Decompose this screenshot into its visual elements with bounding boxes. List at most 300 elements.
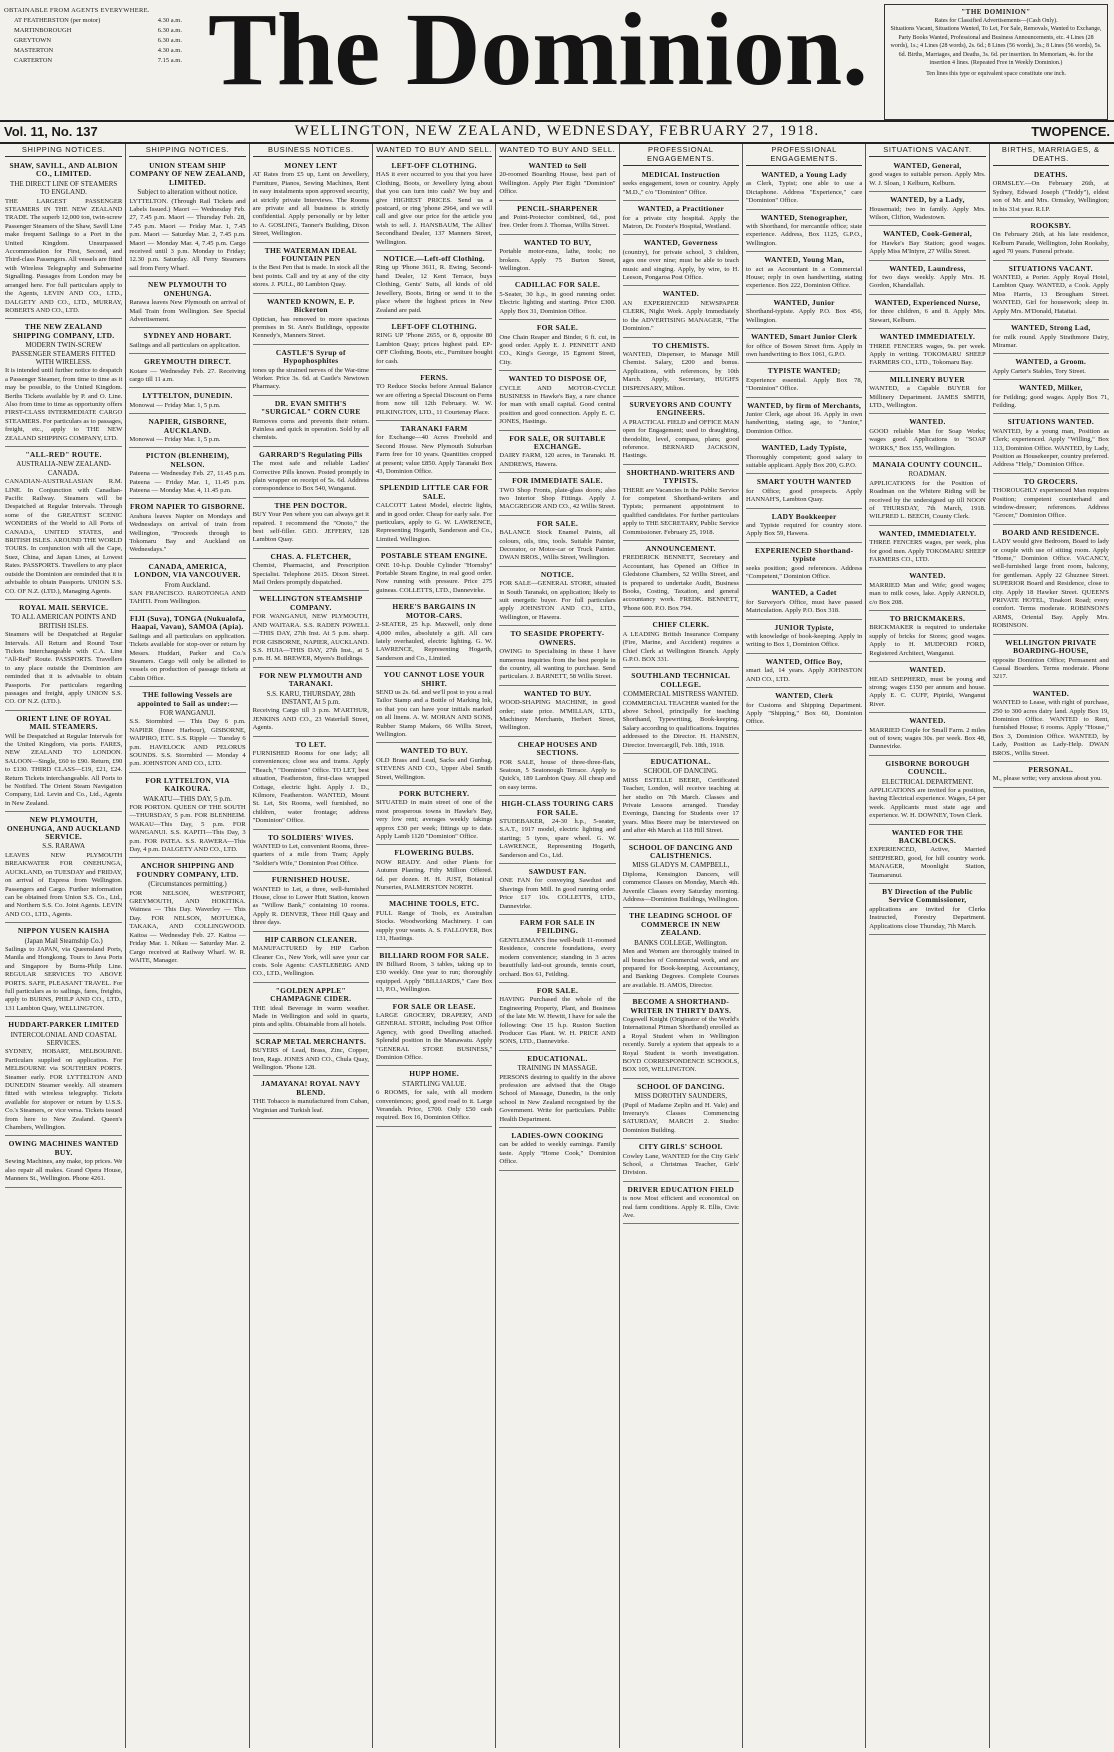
column-heading: PROFESSIONAL ENGAGEMENTS.	[746, 144, 862, 166]
advertisement	[746, 254, 862, 295]
mail-row: GREYTOWN 6.30 a.m.	[14, 37, 182, 44]
ad-heading: SCRAP METAL MERCHANTS.	[255, 1036, 367, 1046]
ad-subheading: SCHOOL OF DANCING.	[643, 767, 718, 776]
ad-heading: WANTED.	[1032, 688, 1069, 698]
column-9	[989, 144, 1112, 1748]
advertisement	[623, 340, 739, 397]
advertisement	[869, 416, 985, 457]
ad-heading: TO SEASIDE PROPERTY-OWNERS.	[510, 629, 605, 647]
ad-heading: SCHOOL OF DANCING AND CALISTHENICS.	[628, 842, 733, 861]
ad-heading: NAPIER, GISBORNE, AUCKLAND.	[148, 417, 227, 435]
ad-heading: TO SOLDIERS' WIVES.	[267, 832, 354, 842]
ad-body: RING UP 'Phone 2655, or 8, opposite 80 Lambton Quay; prices highest paid. EP-OFF Clothing, Boots, etc., Furniture bought for cash.	[375, 332, 493, 365]
ad-body: DAIRY FARM, 120 acres, in Taranaki. H. ANDREWS, Hawera.	[499, 452, 616, 468]
ad-heading: TYPISTE WANTED;	[767, 366, 841, 376]
ad-heading: BECOME A SHORTHAND-WRITER IN THIRTY DAYS.	[630, 997, 732, 1015]
ad-heading: JUNIOR Typiste,	[774, 622, 834, 632]
advertisement	[746, 476, 862, 508]
ad-heading: GREYMOUTH DIRECT.	[143, 357, 232, 367]
advertisement	[253, 739, 369, 830]
ad-subheading: BANKS COLLEGE, Wellington.	[634, 938, 728, 947]
advertisement	[499, 322, 615, 371]
column-heading: SHIPPING NOTICES.	[129, 144, 245, 157]
advertisement	[129, 450, 245, 499]
ad-heading: WANTED TO BUY.	[400, 746, 468, 756]
ad-heading: FLOWERING BULBS.	[394, 848, 474, 858]
advertisement	[499, 1053, 615, 1128]
advertisement	[746, 442, 862, 474]
ad-heading: TO GROCERS.	[1023, 476, 1078, 486]
ad-body: for milk round. Apply Strathmore Dairy, Miramar.	[992, 333, 1109, 349]
advertisement	[499, 569, 615, 626]
ad-heading: WANTED, Milker,	[1019, 383, 1083, 393]
ad-subheading: TO ALL AMERICAN POINTS AND BRITISH ISLES.	[10, 613, 117, 630]
advertisement	[129, 416, 245, 448]
ad-body: FULL Range of Tools, ex Australian Stocks. Woodworking Machinery. I can supply your wants. A. S. FALLOVER, Box 131, Hastings.	[375, 909, 493, 943]
advertisement	[376, 482, 492, 548]
column-3	[249, 144, 372, 1748]
advertisement	[129, 689, 245, 773]
ad-body: smart lad, 14 years. Apply JOHNSTON AND CO., LTD.	[745, 667, 863, 683]
ad-body: Steamers will be Despatched at Regular Intervals. All Return and Round Tour Tickets Interchangeable with C.A. Line "All-Red" Route. PASSPORTS. Travellers to any place outside the Dominion are reminded that it is advisable to obtain Passports. For particulars regarding passages and freight, apply UNION S.S. CO. OF N.Z. (LTD.).	[5, 631, 123, 706]
advertisement	[499, 798, 615, 864]
ad-body: COMMERCIAL TEACHER wanted for the above School, principally for teaching Shorthand, Typewriting, Book-keeping. Salary according to qualifications. Inquiries addressed to the Director. H. HANSEN, Director. Invercargill, Feb. 18th, 1918.	[622, 699, 739, 749]
advertisement	[499, 688, 615, 737]
ad-body: The most safe and reliable Ladies' Corrective Pills known. Posted promptly in plain wrapper on receipt of 5s. 6d. Address correspondence to Box 540, Wanganui.	[252, 460, 369, 493]
ad-heading: TO LET.	[295, 739, 327, 749]
ad-body: to act as Accountant in a Commercial House; reply in own handwriting, stating experience. Box 222, Dominion Office.	[745, 265, 863, 290]
column-heading: PROFESSIONAL ENGAGEMENTS.	[623, 144, 739, 166]
ad-body: PERSONS desiring to qualify in the above profession are advised that the Otago School of Massage, Dunedin, is the only school in New Zealand recognised by the Government. Write for particulars. Public Health Department.	[499, 1073, 616, 1123]
ad-heading: EDUCATIONAL.	[527, 1053, 588, 1063]
ad-heading: WANTED.	[662, 289, 699, 299]
ad-heading: WANTED TO BUY.	[523, 688, 592, 698]
ad-body: CALCOTT Latest Model, electric lights, and in good order. Cheap for early sale. For particulars, apply to G. W. LAWRENCE, Representing Hogarth, Sanderson and Co., Limited. Wellington.	[375, 502, 493, 543]
ad-heading: WANTED, a Practitioner	[637, 204, 725, 214]
ad-heading: WELLINGTON PRIVATE BOARDING-HOUSE,	[1005, 637, 1097, 656]
advertisement	[623, 399, 739, 465]
ad-heading: FOR SALE, OR SUITABLE EXCHANGE.	[509, 433, 606, 451]
ad-body: as Clerk, Typist; one able to use a Dictaphone. Address "Experience," care "Dominion" Office.	[745, 180, 863, 205]
ad-subheading: FOR WANGANUI.	[159, 708, 216, 717]
ad-heading: SPLENDID LITTLE CAR FOR SALE.	[379, 483, 489, 501]
ad-body: SAN FRANCISCO. RAROTONGA AND TAHITI. From Wellington.	[129, 590, 246, 606]
ad-body: BRICKMAKER is required to undertake supply of bricks for Stores; good wages. Apply to H. MUDFORD FORD, Registered Architect, Wanganui.	[869, 624, 986, 657]
advertisement	[869, 459, 985, 526]
ad-body: FOR SALE, house of three-three-flats, Seatoun, 5 Seatonough Terrace. Apply to Quick's, 189 Lambton Quay. All cheap and on easy terms.	[499, 758, 616, 791]
column-2	[125, 144, 248, 1748]
ad-heading: MEDICAL Instruction	[641, 170, 720, 179]
column-heading: SHIPPING NOTICES.	[5, 144, 122, 157]
mail-row: AT FEATHERSTON (per motor) 4.30 a.m.	[14, 17, 182, 24]
ad-body: MANUFACTURED by HIP Carbon Cleaner Co., New York, will save your car costs. Sole Agents: CASTLEBERG AND CO., LTD., Wellington.	[252, 945, 369, 978]
ad-body: HAVING Purchased the whole of the Engineering Property, Plant, and Business of the late Mr. W. Hewitt, I have for sale the following: One 15 h.p. Ruston Suction Producer Gas Plant. W. H. PRICE AND SONS, LTD., Dannevirke.	[499, 996, 616, 1046]
ad-body: for Office; good prospects. Apply HANNAH'S, Lambton Quay.	[745, 487, 863, 504]
advertising-rates-box	[884, 4, 1108, 120]
ad-body: SITUATED in main street of one of the most prosperous towns in Hawke's Bay, very low rent; averages weekly takings approx £30 per week; fittings up to date. Apply Lamb 1120 "Dominion" Office.	[375, 799, 493, 841]
ad-heading: MACHINE TOOLS, ETC.	[389, 899, 480, 909]
ad-subheading: COMMERCIAL MISTRESS WANTED.	[623, 690, 739, 699]
advertisement	[746, 587, 862, 619]
ad-heading: BOARD AND RESIDENCE.	[1002, 527, 1100, 537]
ad-heading: WANTED.	[909, 716, 946, 726]
ad-heading: WANTED, Stenographer,	[760, 212, 848, 222]
ad-subheading: Subject to alteration without notice.	[137, 188, 238, 197]
mail-row: CARTERTON 7.15 a.m.	[14, 57, 182, 64]
advertisement	[376, 950, 492, 999]
ad-body: FREDERICK BENNETT, Secretary and Accountant, has Opened an Office in Gledstone Chambers, 52 Willis Street, and is prepared to undertake Audit, Business Books, Costing, Taxation, and general accountancy work. FREDK. BENNETT, 'Phone 600. P.O. Box 794.	[622, 554, 739, 612]
ad-body: Cowley Lane, WANTED for the City Girls' School, a Christmas Teacher, Girls' Division.	[622, 1152, 739, 1177]
advertisement	[376, 372, 492, 421]
ad-body: FOR SALE—GENERAL STORE, situated in South Taranaki, on application; likely to suit energetic buyer. For full particulars apply JOHNSTON AND CO., LTD., Wellington, or Hawera.	[499, 580, 616, 621]
ad-body: LARGE GROCERY, DRAPERY, AND GENERAL STORE, including Post Office Agency, with good Dwelling attached. Splendid position in the Manawatu. Apply "GENERAL STORE BUSINESS," Dominion Office.	[375, 1011, 493, 1061]
ad-body: Sewing Machines, any make, top prices. We also repair all makes. Grand Opera House, Manners St., Wellington. Phone 4261.	[5, 1158, 123, 1183]
ad-subheading: ROADMAN.	[908, 470, 947, 479]
ad-body: WANTED to Let, convenient Rooms, three-quarters of a mile from Tram; Apply "Soldier's Wife," Dominion Post Office.	[252, 843, 369, 867]
ad-body: HEAD SHEPHERD, must be young and strong; wages £150 per annum and house. Apply E. C. CUFF, Pipiriki, Wanganui River.	[869, 675, 986, 708]
advertisement	[499, 373, 615, 430]
ad-body: THREE FENCERS wages, per week, plus for good men. Apply TOKOMARU SHEEP FARMERS CO., LTD.	[869, 539, 986, 564]
ad-subheading: TRAINING IN MASSAGE.	[517, 1064, 598, 1073]
ad-heading: WANTED.	[909, 571, 946, 581]
ad-heading: WANTED, General,	[893, 161, 962, 170]
advertisement	[746, 511, 862, 543]
ad-heading: WANTED IMMEDIATELY.	[879, 332, 976, 342]
ad-body: FOR PORTON. QUEEN OF THE SOUTH—THURSDAY, 5 p.m. FOR BLENHEIM. WAKAU—This Day, 5 p.m. FOR WANGANUI. S.S. KAPITI—This Day, 3 p.m. FOR PATEA. S.S. RAWERA—This Day, 4 p.m. DALGETY AND CO., LTD.	[129, 804, 246, 854]
ad-heading: LEFT-OFF CLOTHING.	[391, 161, 477, 170]
ad-body: THOROUGHLY experienced Man requires Position; competent counterhand and window-dresser; references. Address "Grocer," Dominion Office.	[992, 487, 1109, 520]
column-5	[495, 144, 618, 1748]
ad-heading: WANTED, Cook-General,	[882, 229, 972, 239]
advertisement	[376, 1068, 492, 1126]
column-6	[619, 144, 742, 1748]
advertisement	[499, 628, 615, 685]
advertisement	[993, 688, 1109, 762]
ad-heading: LADIES-OWN COOKING	[511, 1131, 604, 1140]
ad-body: for Customs and Shipping Department. Apply "Shipping," Box 60, Dominion Office.	[745, 701, 863, 726]
ad-body: for a private city hospital. Apply the Matron, Dr. Forster's Hospital, Westland.	[622, 214, 739, 231]
ad-body: ONE FAN for conveying Sawdust and Shavings from Mill. In good running order. Price £17 10s. COLLETTS, LTD., Dannevirke.	[499, 877, 616, 910]
ad-heading: HUDDART-PARKER LIMITED	[8, 1020, 120, 1030]
ad-subheading: From Auckland.	[164, 580, 211, 589]
advertisement	[993, 169, 1109, 218]
ad-heading: THE PEN DOCTOR.	[274, 500, 348, 510]
ad-heading: NEW PLYMOUTH TO ONEHUNGA.	[148, 280, 227, 298]
advertisement	[623, 910, 739, 994]
ad-heading: WANTED, a Young Lady	[761, 170, 848, 179]
ad-subheading: (Circumstances permitting.)	[148, 880, 227, 889]
ad-heading: THE WATERMAN IDEAL FOUNTAIN PEN	[264, 245, 357, 264]
ad-body: is the Best Pen that is made. In stock all the best points. Call and try at any of the city stores. J. PULL, 80 Lambton Quay.	[252, 264, 369, 289]
advertisement	[993, 356, 1109, 380]
title-text: The Dominion.	[208, 4, 868, 96]
ad-heading: WANTED FOR THE BACKBLOCKS.	[891, 827, 964, 845]
ad-body: AT Rates from £5 up, Lent on Jewellery, Furniture, Pianos, Sewing Machines, Rent in easy instalments upon approved security, at strictly private Interviews. The Rooms are private and all business is strictly confidential. Apply personally or by letter to A. GOSLING, Tanner's Building, Dixon Street, Wellington.	[252, 171, 369, 238]
ad-body: opposite Dominion Office; Permanent and Casual Boarders. Terms moderate. Phone 3217.	[992, 656, 1109, 681]
ad-heading: SYDNEY AND HOBART.	[143, 331, 232, 341]
ad-body: One Chain Reaper and Binder, 6 ft. cut, in good order. Apply E. J. PENNETT AND CO., King's George, 15 Egmont Street, City.	[499, 333, 616, 366]
advertisement	[869, 613, 985, 662]
ad-body: good wages to suitable person. Apply Mrs. W. J. Sloan, 1 Kelburn, Kelburn.	[869, 171, 986, 187]
ad-heading: NEW PLYMOUTH, ONEHUNGA, AND AUCKLAND SERVICE.	[6, 815, 121, 842]
advertisement	[623, 1081, 739, 1139]
ad-body: and Point-Protector combined, 6d., post free. Order from J. Thomas, Willis Street.	[499, 214, 616, 230]
advertisement	[253, 551, 369, 592]
ad-body: STUDEBAKER, 24-30 h.p., 5-seater, S.A.T., 1917 model, electric lighting and starting; 5 tyres, spare wheel. G. W. LAWRENCE, Representing Hogarth, Sanderson and Co., Ltd.	[499, 818, 616, 859]
advertisement	[869, 827, 985, 884]
mail-row: MASTERTON 4.30 a.m.	[14, 47, 182, 54]
advertisement	[376, 669, 492, 743]
newspaper-title	[198, 4, 878, 96]
ad-heading: SMART YOUTH WANTED	[756, 477, 852, 487]
ad-heading: LYTTELTON, DUNEDIN.	[142, 391, 233, 401]
ad-heading: FOR IMMEDIATE SALE.	[512, 476, 603, 486]
ad-body: ORMSLEY.—On February 26th, at Sydney, Edward Joseph ("Teddy"), eldest son of Mr. and Mrs. Ormsley, Wellington; in his 31st year. R.I.P.	[992, 180, 1109, 213]
ad-heading: WANTED.	[909, 417, 946, 427]
advertisement	[993, 322, 1109, 354]
ad-heading: ROYAL MAIL SERVICE.	[19, 602, 109, 612]
ad-body: TO Reduce Stocks before Annual Balance we are offering a Special Discount on Ferns from now till 12th February. W. W. PILKINGTON, LTD., 11 Courtenay Place.	[375, 383, 493, 416]
volume-number: Vol. 11, No. 137	[4, 124, 98, 139]
ad-body: Junior Clerk, age about 16. Apply in own handwriting, stating age, to "Junior," Dominion Office.	[745, 410, 863, 435]
ad-heading: MANAIA COUNTY COUNCIL.	[872, 459, 983, 469]
ad-body: for three children, 6 and 8. Apply Mrs. Stewart, Kelburn.	[869, 308, 986, 324]
ad-heading: FOR LYTTELTON, VIA KAIKOURA.	[145, 775, 230, 794]
ad-body: Ring up 'Phone 3611, R. Ewing, Second-hand Dealer, 12 Kent Terrace, buys Clothing, Gents' Suits, all kinds of old Jewellery, Boots, Bring or send it to the place where the highest prices in New Zealand are paid.	[375, 264, 493, 314]
ad-body: Sailings to JAPAN, via Queensland Ports, Manila and Hongkong. Tours to Java Ports and Singapore by Burns-Philp Line. REGULAR SERVICES TO ABOVE PORTS. SAFE, PLEASANT TRAVEL. For full particulars as to sailings, fares, freights, apply to BURNS, PHILP AND CO., LTD., 131 Lambton Quay, WELLINGTON.	[5, 945, 123, 1012]
ad-heading: THE following Vessels are appointed to Sail as under:—	[137, 690, 238, 708]
ad-heading: FOR SALE OR LEASE.	[392, 1001, 476, 1011]
ad-body: LEAVES NEW PLYMOUTH BREAKWATER FOR ONEHUNGA, AUCKLAND, on TUESDAY and FRIDAY, on arrival of Express from Wellington. Passengers and Cargo. Further information can be obtained from Union S.S. Co., Ltd., and Northern S.S. Co. Joint Agents. LEVIN AND CO., LTD., Agents.	[5, 851, 123, 918]
ad-heading: WANTED to Sell	[528, 161, 587, 170]
advertisement	[499, 279, 615, 320]
advertisement	[5, 321, 122, 447]
ad-subheading: MISS GLADYS M. CAMPBELL,	[632, 861, 730, 870]
ad-body: 20-roomed Boarding House, best part of Wellington. Apply Pier Eight "Dominion" Office.	[499, 171, 616, 196]
advertisement	[129, 860, 245, 969]
ad-body: with Shorthand, for mercantile office; state experience. Address, Box 1125, G.P.O., Wellington.	[745, 223, 863, 247]
rates-text: Situations Vacant, Situations Wanted, To Let, For Sale, Removals, Wanted to Exchange, Party Books Wanted, Professional and Business Announcements, etc. 4 Lines (28 words), 1s.; 4 Lines (28 words), 2s. 6d.; 8 Lines (56 words), 3s.; 8 Lines (56 words), 5s. 6d. Births, Marriages, and Deaths, 3s. 6d. per insertion. In Memoriam, 4s. for the insertion 4 lines. (Repeated Free in Weekly Dominion.)	[890, 26, 1102, 66]
advertisement	[869, 263, 985, 295]
ad-body: FOR WANGANUI, NEW PLYMOUTH, AND WAITARA. S.S. RADEN POWELL—THIS DAY, 27th Inst. At 5 p.m. sharp. FOR GISBORNE, NAPIER, AUCKLAND. S.S. HUIA—THIS DAY, 27th Inst., at 5 p.m. H. M. BREWER, Myers's Buildings.	[252, 613, 369, 663]
ad-body: WANTED to Let, a three, well-furnished House, close to Lower Hutt Station, known as "Willow Bank," containing 10 rooms. Apply R. DENVER, Three Hill Quay and three days.	[252, 885, 369, 927]
advertisement	[623, 670, 739, 754]
ad-body: OWING to Specialising in these I have numerous inquiries from the best people in the country, all wanting to purchase. Send particulars. J. BARNETT, 58 Willis Street.	[499, 648, 616, 681]
ad-body: Apply Carter's Stables, Tory Street.	[992, 367, 1086, 375]
ad-heading: WANTED, by a Lady,	[890, 195, 965, 205]
dateline: WELLINGTON, NEW ZEALAND, WEDNESDAY, FEBRUARY 27, 1918.	[294, 123, 820, 139]
advertisement	[499, 917, 615, 983]
advertisement	[499, 518, 615, 567]
ad-body: Optician, has removed to more spacious premises in St. Ann's Buildings, opposite Kennedy's, Manners Street.	[252, 315, 369, 340]
advertisement	[499, 866, 615, 915]
ad-subheading: INTERCOLONIAL AND COASTAL SERVICES.	[10, 1030, 117, 1047]
ad-heading: CASTLE'S Syrup of Hypophosphites	[275, 347, 346, 366]
advertisement	[5, 814, 122, 923]
ad-body: HAS it ever occurred to you that you have Clothing, Boots, or Jewellery lying about that you can turn into cash? We buy and give HIGHEST PRICES. Send us a postcard, or ring 'phone 2964, and we will call and give our price for the article you wish to sell. J. HANSBAUM, The Allies' Secondhand Dealer, 137 Manners Street, Wellington.	[375, 171, 493, 246]
ad-heading: PENCIL-SHARPENER	[517, 203, 598, 213]
ad-subheading: STARTLING VALUE.	[402, 1079, 467, 1088]
ad-body: GOOD reliable Man for Soap Works; wages good. Applications to "SOAP WORKS," Box 155, Wellington.	[869, 427, 986, 452]
ad-heading: THE NEW ZEALAND SHIPPING COMPANY, LTD.	[12, 322, 115, 340]
ad-subheading: WAKATU—THIS DAY, 5 p.m.	[143, 794, 232, 803]
ad-heading: OWING MACHINES WANTED BUY.	[8, 1139, 119, 1157]
ad-heading: WANTED, Young Man,	[764, 255, 845, 265]
advertisement	[253, 398, 369, 447]
advertisement	[746, 545, 862, 586]
mail-delivery-box	[4, 6, 182, 116]
mail-header: OBTAINABLE FROM AGENTS EVERYWHERE.	[4, 7, 150, 14]
ad-body: Chemist, Pharmacist, and Prescription Specialist. Telephone 2615. Dixon Street. Mail Orders promptly dispatched.	[252, 562, 369, 587]
ad-body: S.S. Stormbird — This Day 6 p.m. NAPIER (Inner Harbour), GISBORNE, WAIPIRO, ETC. S.S. Ripple — Tuesday 6 p.m. HAVELOCK AND PELORUS SOUNDS. S.S. Stormbird — Monday 4 p.m. JOHNSTON AND CO., LTD.	[129, 718, 246, 768]
ad-heading: MILLINERY BUYER	[889, 374, 966, 384]
ad-body: MARRIED Man and Wife; good wages; man to milk cows, lake. Apply ARNOLD, c/o Box 208.	[869, 581, 986, 606]
advertisement	[376, 788, 492, 845]
ad-heading: WANTED, by firm of Merchants,	[747, 400, 862, 410]
advertisement	[129, 613, 245, 687]
ad-heading: SAWDUST FAN.	[528, 867, 587, 877]
advertisement	[376, 321, 492, 370]
advertisement	[623, 467, 739, 541]
ad-heading: PORK BUTCHERY.	[399, 789, 470, 798]
advertisement	[869, 228, 985, 260]
ad-body: with knowledge of book-keeping. Apply in writing to Box 1, Dominion Office.	[745, 633, 863, 649]
advertisement	[499, 475, 615, 516]
advertisement	[253, 449, 369, 498]
ad-heading: HUPP HOME.	[409, 1069, 460, 1079]
ad-subheading: MISS DOROTHY SAUNDERS,	[634, 1092, 728, 1101]
ad-heading: SURVEYORS AND COUNTY ENGINEERS.	[629, 399, 733, 418]
ad-heading: FOR SALE.	[536, 985, 579, 995]
ad-heading: NOTICE.	[540, 569, 575, 579]
ad-body: for Feilding; good wages. Apply Box 71, Feilding.	[992, 393, 1109, 409]
advertisement	[376, 847, 492, 896]
ad-heading: WANTED, Junior	[773, 297, 835, 307]
ad-heading: PERSONAL.	[1028, 764, 1074, 774]
ad-body: Monowai — Friday Mar. 1, 5 p.m.	[129, 401, 221, 409]
advertisement	[376, 1001, 492, 1067]
advertisement	[869, 758, 985, 825]
ad-heading: ANNOUNCEMENT.	[645, 544, 716, 554]
ad-heading: TO CHEMISTS.	[652, 340, 710, 350]
ad-body: ONE 10-h.p. Double Cylinder "Hornsby" Portable Steam Engine, in real good order. Now running with pressure. Price 275 guineas. COLLETTS, LTD., Dannevirke.	[375, 561, 493, 594]
ad-heading: FARM FOR SALE IN FEILDING.	[519, 918, 596, 936]
ad-heading: JAMAYANA! ROYAL NAVY BLEND.	[261, 1079, 361, 1097]
ad-subheading: AUSTRALIA-NEW ZEALAND-CANADA.	[16, 460, 112, 477]
advertisement	[623, 1184, 739, 1225]
ad-heading: FOR SALE.	[536, 323, 579, 333]
advertisement	[869, 715, 985, 756]
ad-body: BUY Your Pen where you can always get it repaired. I recommend the "Onoto," the best self-filler. GEO. JEFFERY, 128 Lambton Quay.	[252, 511, 369, 544]
advertisement	[5, 925, 122, 1017]
advertisement	[623, 996, 739, 1079]
column-1	[2, 144, 125, 1748]
ad-body: seeks position; good references. Address "Competent," Dominion Office.	[745, 564, 863, 581]
advertisement	[869, 570, 985, 611]
advertisement	[253, 160, 369, 243]
advertisement	[5, 713, 122, 812]
ad-heading: CHAS. A. FLETCHER,	[270, 551, 352, 561]
ad-heading: WANTED, Experienced Nurse,	[874, 297, 981, 307]
ad-heading: GISBORNE BOROUGH COUNCIL.	[885, 758, 970, 777]
advertisement	[5, 1138, 122, 1187]
ad-body: FOR NELSON, WESTPORT, GREYMOUTH, AND HOKITIKA. Waimea — This Day. Waverley — This Day. FOR NELSON, MOTUEKA, TAKAKA, AND COLLINGWOOD. Kaitoa — Wednesday Feb. 27. Kaitoa — Friday Mar. 1. Nikau — Saturday Mar. 2. Cargo received at Railway Wharf. W. R. WAITE, Manager.	[129, 889, 246, 964]
ad-heading: WANTED, a Cadet	[771, 588, 837, 598]
ad-body: 6 ROOMS, for sale, with all modern conveniences; good, good road to it. Large Verandah. Price, £700. Only £50 cash required. Box 16, Dominion Office.	[375, 1089, 493, 1122]
ad-heading: SHAW, SAVILL, AND ALBION CO., LIMITED.	[9, 161, 118, 179]
advertisement	[253, 832, 369, 873]
advertisement	[129, 160, 245, 277]
ad-heading: NIPPON YUSEN KAISHA	[17, 926, 110, 936]
ad-body: GENTLEMAN'S fine well-built 11-roomed Residence, concrete foundations, every modern convenience; standing in 3 acres beautifully laid-out grounds, tennis court, orchard. Box 61, Feilding.	[499, 936, 616, 978]
ad-body: for office of Bowen Street firm. Apply in own handwriting to Box 1061, G.P.O.	[745, 342, 863, 358]
advertisement	[253, 985, 369, 1034]
ad-body: SYDNEY, HOBART, MELBOURNE. Particulars supplied on application. For MELBOURNE via SOUTHERN PORTS. Steamer early. FOR LYTTELTON AND DUNEDIN Steamer weekly. All steamers fitted with wireless telegraphy. Tickets available for stopover or return by U.S.S. Co.'s Steamers, or vice versa. Tickets issued from here to New Zealand. Queen's Chambers, Wellington.	[5, 1048, 123, 1132]
ad-body: for Surveyor's Office, must have passed Matriculation. Apply P.O. Box 318.	[745, 598, 863, 615]
ad-body: Thoroughly competent; good salary to suitable applicant. Apply Box 200, G.P.O.	[745, 453, 863, 469]
ad-body: Removes corns and prevents their return. Painless and quick in operation. Sold by all chemists.	[252, 417, 369, 442]
ad-body: Experience essential. Apply Box 78, "Dominion" Office.	[745, 376, 863, 393]
column-heading: WANTED TO BUY AND SELL.	[499, 144, 615, 157]
ad-heading: FERNS.	[420, 372, 449, 382]
ad-body: On February 26th, at his late residence, Kelburn Parade, Wellington, John Rooksby, aged 70 years. Funeral private.	[992, 231, 1109, 256]
ad-body: FURNISHED Rooms for one lady; all conveniences; close sea and trams. Apply "Beach," "Dominion" Office. TO LET, best situation, Featherston, first-class wrapped Cottage, electric light. Apply J. D., Kilmore, Featherston. WANTED, Mount St. Let, Six Rooms, well furnished, no children, water frontage; address "Dominion" Office.	[252, 749, 369, 825]
mail-row: MARTINBOROUGH 6.30 a.m.	[14, 27, 182, 34]
advertisement	[869, 664, 985, 713]
ad-subheading: THE DIRECT LINE OF STEAMERS TO ENGLAND.	[10, 179, 118, 197]
ad-heading: WANTED, Lady Typiste,	[761, 443, 847, 453]
ad-heading: WANTED, Governess	[643, 238, 718, 248]
ad-body: and Typiste required for country store. Apply Box 59, Hawera.	[745, 522, 863, 538]
ad-body: APPLICATIONS for the Position of Roadman on the Whitere Riding will be received by the undersigned up till NOON of THURSDAY, 7th March, 1918. WILFRED L. BEECH, County Clerk.	[869, 479, 986, 521]
ad-heading: WANTED, Clerk	[775, 691, 834, 701]
advertisement	[499, 1130, 615, 1171]
ad-heading: DEATHS.	[1033, 170, 1068, 179]
ad-body: Rarawa leaves New Plymouth on arrival of Mail Train from Wellington. See Special Advertisement.	[129, 299, 246, 323]
ad-heading: BILLIARD ROOM FOR SALE.	[379, 950, 489, 960]
ad-body: M., please write; very anxious about you.	[992, 775, 1102, 783]
ad-subheading: S.S. KARU, THURSDAY, 28th INSTANT, At 5 p.m.	[266, 689, 356, 706]
ad-heading: SHORTHAND-WRITERS AND TYPISTS.	[626, 467, 736, 486]
ad-body: Portable motor-runs, lathe, tools; no brokers. Apply 75 Burton Street, Wellington.	[499, 248, 616, 273]
ad-body: for Hawke's Bay Station; good wages. Apply Miss M'Intyre, 27 Willis Street.	[869, 239, 986, 256]
ad-body: EXPERIENCED, Active, Married SHEPHERD, good, for hill country work. MANAGER, Moonlight Station, Taumarunui.	[869, 846, 986, 879]
ad-body: OLD Brass and Lead, Sacks and Gunbag. STEVENS AND CO., Upper Abel Smith Street, Wellington.	[375, 756, 493, 781]
advertisement	[746, 331, 862, 363]
advertisement	[623, 619, 739, 668]
advertisement	[253, 1078, 369, 1119]
ad-heading: MONEY LENT	[284, 161, 338, 170]
ad-heading: FURNISHED HOUSE.	[271, 875, 350, 885]
ad-body: Pateena — Wednesday Feb. 27, 11.45 p.m. Pateena — Friday Mar. 1, 11.45 p.m. Pateena — Monday Mar. 4, 11.45 p.m.	[129, 470, 246, 494]
ad-body: Receiving Cargo till 3 p.m. M'ARTHUR, JENKINS AND CO., 23 Waterfall Street, Agents.	[252, 707, 369, 732]
advertisement	[993, 527, 1109, 635]
ad-body: THERE are Vacancies in the Public Service for competent Shorthand-writers and Typists; permanent appointment to qualified candidates. For further particulars apply to THE SECRETARY, Public Service Commissioner. February 25, 1918.	[622, 486, 739, 536]
ad-heading: UNION STEAM SHIP COMPANY OF NEW ZEALAND, LIMITED.	[129, 161, 246, 187]
ad-subheading: S.S. RARAWA	[42, 842, 86, 851]
ad-heading: FOR NEW PLYMOUTH AND TARANAKI.	[259, 670, 363, 689]
ad-heading: EDUCATIONAL.	[650, 756, 711, 766]
price: TWOPENCE.	[1031, 124, 1110, 139]
ad-heading: HERE'S BARGAINS IN MOTOR-CARS.	[392, 602, 476, 620]
advertisement	[129, 561, 245, 611]
ad-heading: ORIENT LINE OF ROYAL MAIL STEAMERS.	[16, 713, 111, 732]
advertisement	[746, 690, 862, 731]
advertisement	[5, 1019, 122, 1136]
advertisement	[746, 212, 862, 253]
ad-body: THE LARGEST PASSENGER STEAMERS IN THE NEW ZEALAND TRADE. The superb 12,000 ton, twin-screw Passenger Steamers of the Shaw, Savill Line make frequent Sailings to a Port in the United Kingdom. Unsurpassed Accommodation for First, Second, and Third-class Passengers. All vessels are fitted with Wireless Telegraphy and Submarine Signalling. Passages from London may be arranged here. For full particulars apply to the Agents, LEVIN AND CO., LTD., DALGETY AND CO., LTD., MURRAY, ROBERTS AND CO., LTD.	[5, 197, 123, 314]
rates-title: "THE DOMINION"	[961, 8, 1031, 16]
